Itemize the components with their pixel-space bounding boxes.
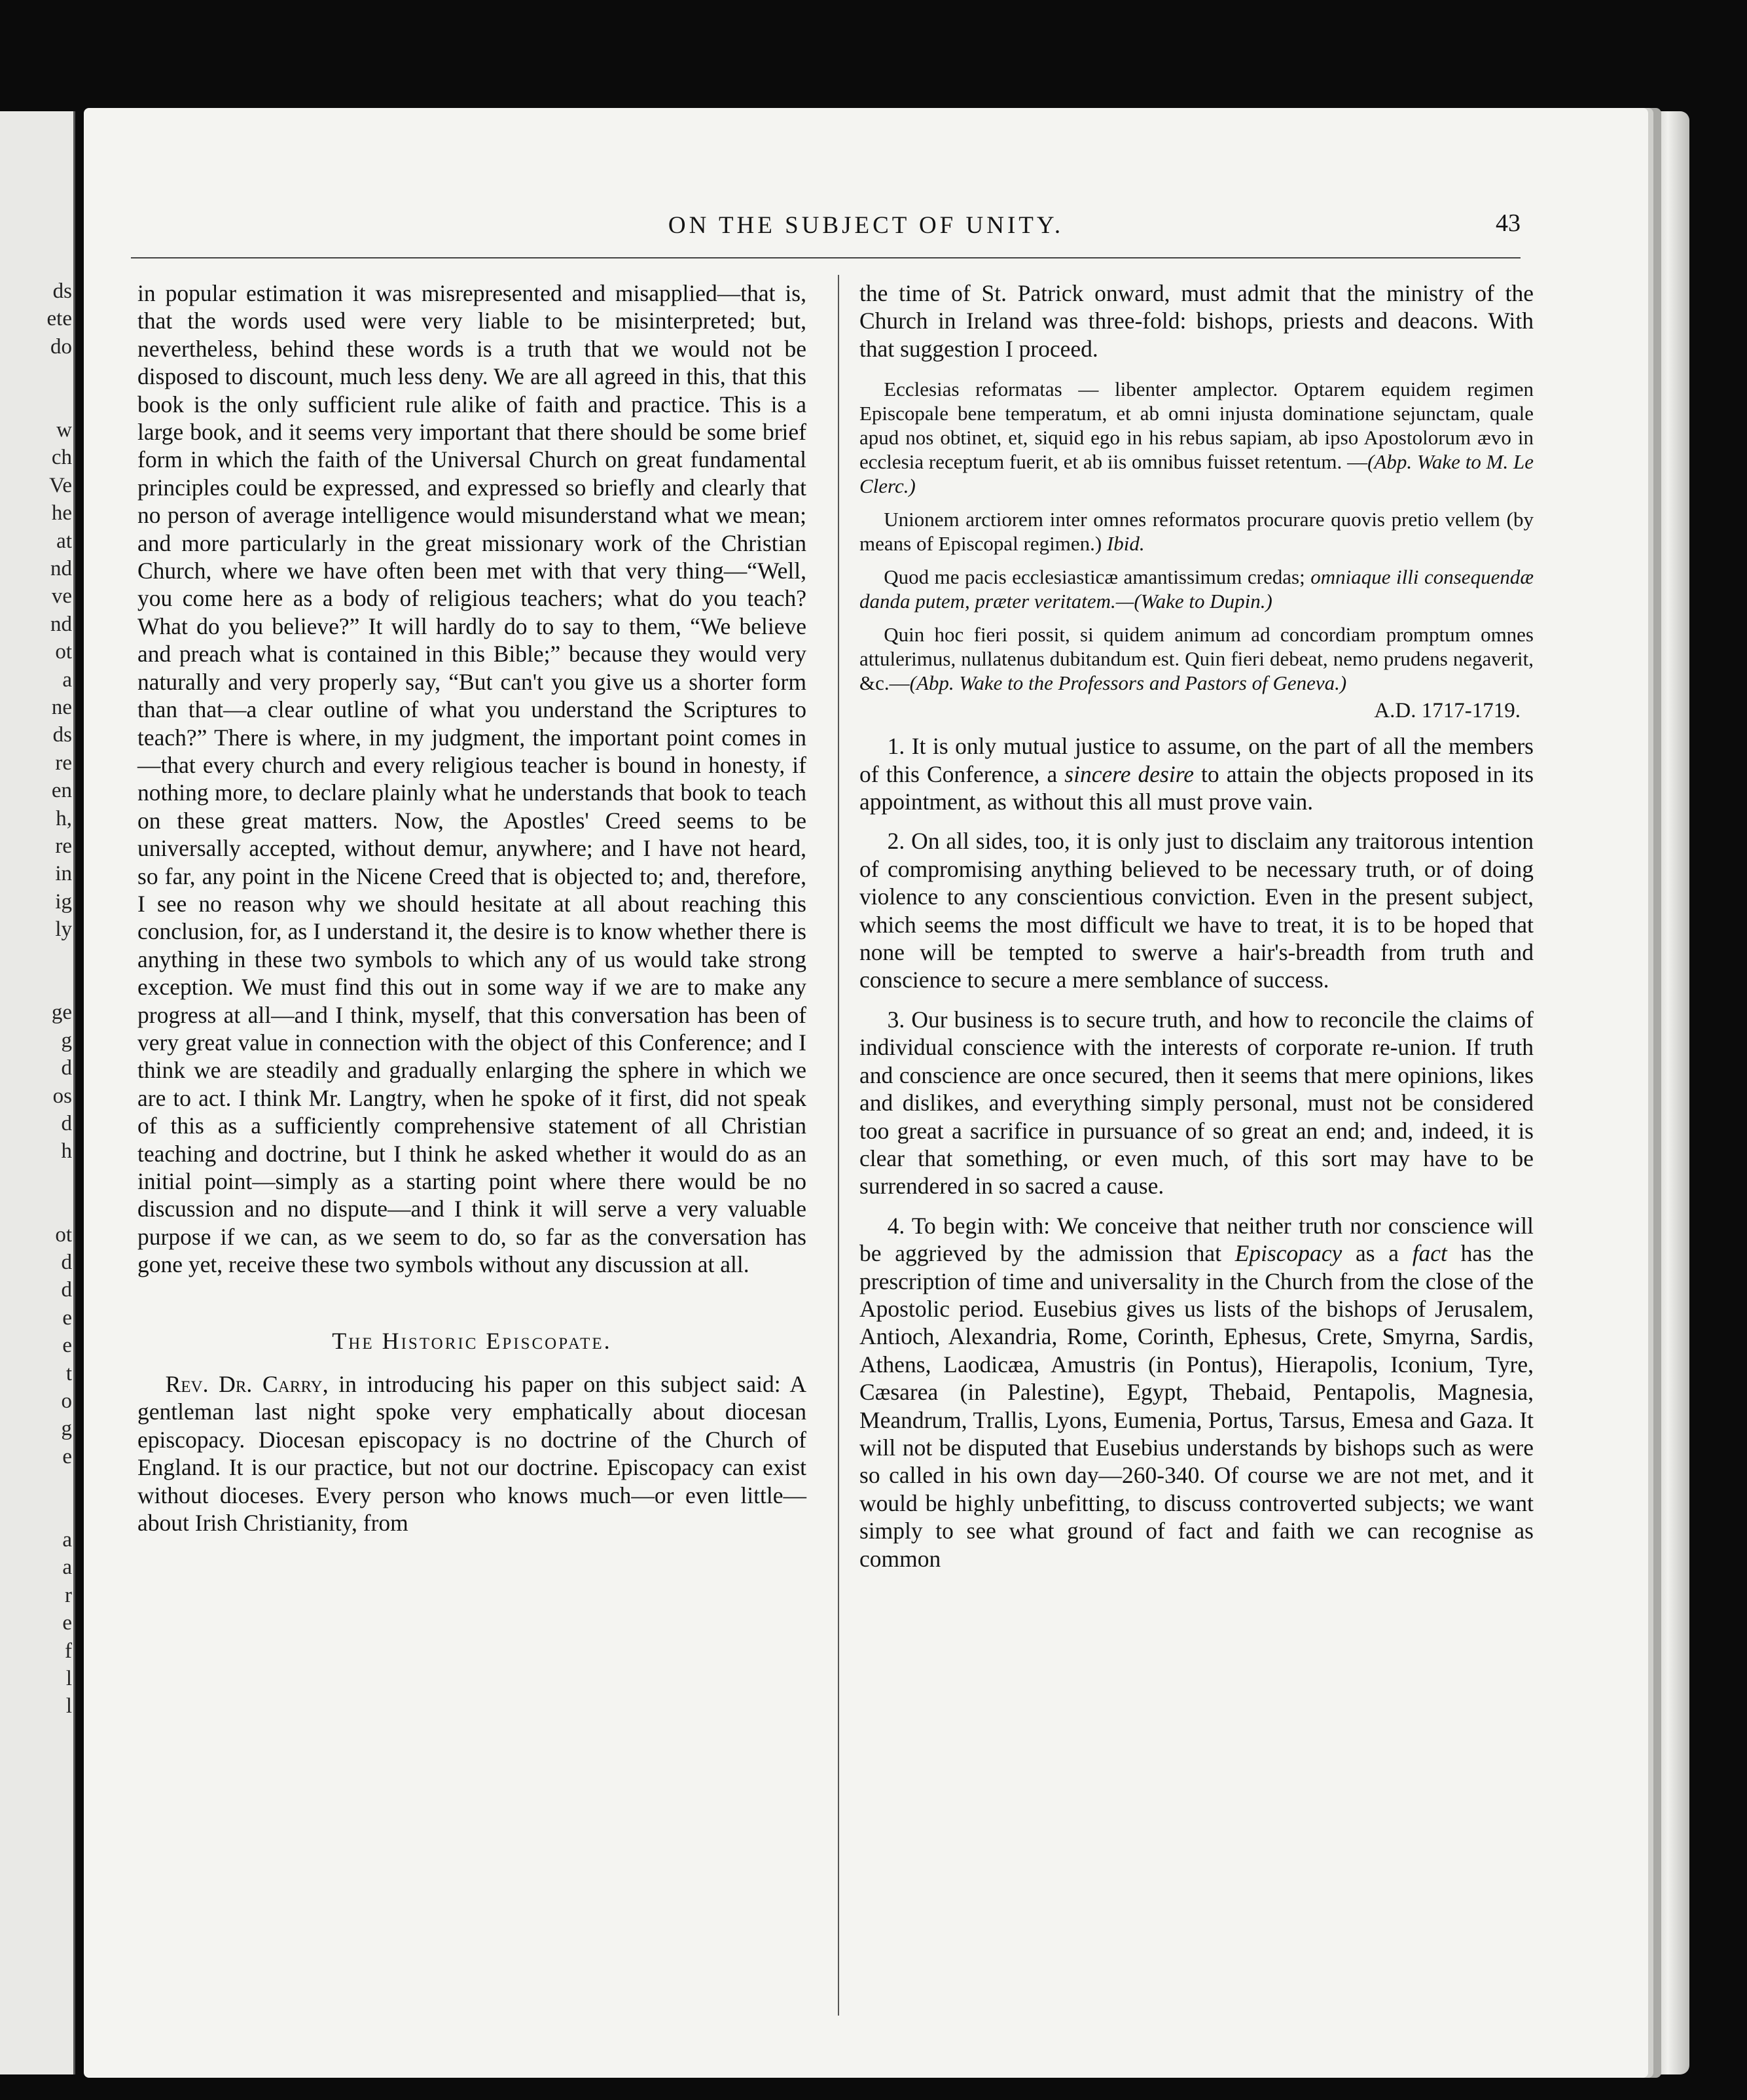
facing-page-fragment <box>0 111 75 2074</box>
facing-page-line-fragment: ly <box>55 917 72 942</box>
facing-page-line-fragment: do <box>50 334 72 359</box>
facing-page-line-fragment: re <box>55 751 72 775</box>
quote-citation: (Abp. Wake to the Professors and Pastors of Geneva.) <box>909 671 1347 695</box>
point-text: 1. It is only mutual justice to assume, on the part of all the members of this Conference, a <box>859 733 1534 787</box>
facing-page-line-fragment: ds <box>52 723 72 747</box>
facing-page-line-fragment: nd <box>50 612 72 636</box>
facing-page-line-fragment: ve <box>51 584 72 609</box>
facing-page-line-fragment: o <box>61 1389 72 1413</box>
right-column <box>859 279 1534 1584</box>
left-column <box>137 279 806 1537</box>
paragraph-text: in introducing his paper on this subject said: A gentleman last night spoke very emphatically about diocesan episcopacy. Diocesan episcopacy is no doctrine of the Church of England. It is our practice, but not our doctrine. Episcopacy can exist without dioceses. Every person who knows much—or even little—about Irish Christianity, from <box>137 1371 806 1537</box>
facing-page-line-fragment: ds <box>52 279 72 303</box>
body-paragraph: in popular estimation it was misrepresented and misapplied—that is, that the words used were very liable to be misinterpreted; but, nevertheless, behind these words is a truth that we would not be disposed to discount, much less deny. We are all agreed in this, that this book is the only sufficient rule alike of faith and practice. This is a large book, and it seems very important that there should be some brief form in which the faith of the Universal Church on great fundamental principles could be expressed, and expressed so briefly and clearly that no person of average intelligence would misunderstand what we mean; and more particularly in the great missionary work of the Christian Church, where we have often been met with that very thing—“Well, you come here as a body of religious teachers; what do you teach? What do you believe?” It will hardly do to say to them, “We believe and preach what is contained in this Bible;” because they would very naturally and very properly say, “But can't you give us a shorter form than that—a clear outline of what you understand the Scriptures to teach?” There is where, in my judgment, the important point comes in—that every church and every religious teacher is bound in honesty, if nothing more, to declare plainly what he understands that book to teach on these great matters. Now, the Apostles' Creed seems to be universally accepted, without demur, anywhere; and I have not heard, so far, any point in the Nicene Creed that is objected to; and, therefore, I see no reason why we should hesitate at all about reaching this conclusion, for, as I understand it, the desire is to know whether there is anything in these two symbols to which any of us would take strong exception. We must find this out in some way if we are to make any progress at all—and I think, myself, that this conversation has been of very great value in connection with the object of this Conference; and I think we are steadily and gradually enlarging the sphere in which we are to act. I think Mr. Langtry, when he spoke of it first, did not speak of this as a sufficiently comprehensive statement of all Christian teaching and doctrine, but I think he asked whether it would do as an initial point—simply as a starting point where there would be no discussion and no dispute—and I think it will serve a very valuable purpose if we can, as we seem to do, so far as the conversation has gone yet, receive these two symbols without any discussion at all. <box>137 280 806 1278</box>
quotation <box>859 565 1534 613</box>
facing-page-line-fragment: g <box>61 1417 72 1441</box>
quote-text: Quod me pacis ecclesiasticæ amantissimum credas; <box>884 565 1311 589</box>
book-page <box>84 108 1648 2078</box>
facing-page-line-fragment: d <box>61 1056 72 1080</box>
body-paragraph <box>137 1370 806 1537</box>
quotation <box>859 622 1534 695</box>
facing-page-line-fragment: ch <box>51 446 72 470</box>
point-text: as a <box>1342 1240 1413 1267</box>
quotation <box>859 377 1534 498</box>
facing-page-line-fragment: en <box>51 779 72 803</box>
header-rule <box>131 257 1521 258</box>
facing-page-line-fragment: a <box>62 1528 72 1552</box>
numbered-point: 2. On all sides, too, it is only just to disclaim any traitorous intention of compromising anything believed to be necessary truth, or of doing violence to any conscientious conviction. Even in the present subject, which seems the most difficult we have to treat, it is to be hoped that none will be tempted to swerve a hair's-breadth from truth and conscience to secure a mere semblance of success. <box>859 828 1534 993</box>
facing-page-line-fragment: ne <box>51 696 72 719</box>
point-text: has the prescription of time and universality in the Church from the close of the Apostolic period. Eusebius gives us lists of the bishops of Jerusalem, Antioch, Alexandria, Rome, Corinth, Ephesus, Crete, Smyrna, Sardis, Athens, Laodicæa, Amustris (in Pontus), Hierapolis, Iconium, Tyre, Cæsarea (in Palestine), Egypt, Thebaid, Pentapolis, Magnesia, Meandrum, Trallis, Lyons, Eumenia, Portus, Tarsus, Emesa and Gaza. It will not be disputed that Eusebius understands by bishops such as were so called in his own day—260-340. Of course we are not met, and it would be highly unbefitting, to discuss controverted subjects; we want simply to see what ground of fact and faith we can recognise as common <box>859 1240 1534 1572</box>
facing-page-line-fragment: nd <box>50 557 72 580</box>
facing-page-line-fragment: l <box>65 1694 72 1718</box>
latin-quotations <box>859 377 1534 723</box>
point-text: to attain the objects proposed in its appointment, as without this all must prove vain. <box>859 760 1534 815</box>
facing-page-line-fragment: f <box>65 1639 72 1663</box>
facing-page-line-fragment: d <box>61 1112 72 1135</box>
facing-page-line-fragment: r <box>65 1583 72 1607</box>
facing-page-line-fragment: a <box>62 1556 72 1580</box>
facing-page-line-fragment: l <box>65 1667 72 1690</box>
quotation <box>859 507 1534 556</box>
numbered-points <box>859 732 1534 1573</box>
page-edge <box>1653 111 1689 2074</box>
quote-italic: omniaque illi consequendæ danda putem, præter veritatem. <box>859 565 1534 613</box>
facing-page-line-fragment: t <box>65 1361 72 1385</box>
body-paragraph: the time of St. Patrick onward, must admit that the ministry of the Church in Ireland was three-fold: bishops, priests and deacons. With that suggestion I proceed. <box>859 280 1534 362</box>
facing-page-line-fragment: e <box>62 1306 72 1330</box>
facing-page-line-fragment: g <box>61 1028 72 1052</box>
running-title: ON THE SUBJECT OF UNITY. <box>668 212 1064 239</box>
facing-page-line-fragment: at <box>56 529 72 553</box>
point-emphasis: sincere desire <box>1064 760 1194 787</box>
quote-date: A.D. 1717-1719. <box>1374 699 1521 723</box>
numbered-point <box>859 732 1534 815</box>
facing-page-line-fragment: ot <box>55 640 72 664</box>
facing-page-line-fragment: e <box>62 1334 72 1358</box>
point-emphasis: Episcopacy <box>1234 1240 1342 1267</box>
page-header <box>84 206 1648 245</box>
facing-page-line-fragment: h, <box>56 806 72 830</box>
facing-page-line-fragment: re <box>55 834 72 858</box>
quote-citation: Ibid. <box>1106 532 1145 556</box>
page-number: 43 <box>1496 209 1521 237</box>
facing-page-line-fragment: Ve <box>49 473 72 497</box>
quote-citation: (Abp. Wake to M. Le Clerc.) <box>859 450 1534 498</box>
quote-text: Ecclesias reformatas — libenter amplector. Optarem equidem regimen Episcopale bene temperatum, et ab omni injusta dominatione sejunctam, quale apud nos obtinet, et, siquid ego in his rebus sapiam, ab ipso Apostolorum ævo in ecclesia receptum fuerit, et ab iis omnibus fuisset retentum. — <box>859 378 1534 474</box>
facing-page-line-fragment: in <box>55 862 72 886</box>
speaker-name: Rev. Dr. Carry, <box>165 1371 329 1398</box>
facing-page-line-fragment: ete <box>46 307 72 331</box>
facing-page-line-fragment: ot <box>55 1222 72 1247</box>
facing-page-line-fragment: he <box>51 501 72 525</box>
numbered-point <box>859 1212 1534 1573</box>
facing-page-line-fragment: ge <box>51 1001 72 1025</box>
point-text: 4. To begin with: We conceive that neither truth nor conscience will be aggrieved by the admission that <box>859 1212 1534 1267</box>
facing-page-line-fragment: w <box>56 418 72 442</box>
quote-text: Quin hoc fieri possit, si quidem animum ad concordiam promptum omnes attulerimus, nullatenus dubitandum est. Quin fieri debeat, nemo prudens negaverit, &c.— <box>859 623 1534 695</box>
section-heading: The Historic Episcopate. <box>332 1327 612 1354</box>
facing-page-line-fragment: d <box>61 1278 72 1302</box>
facing-page-line-fragment: d <box>61 1251 72 1274</box>
quote-text: Unionem arctiorem inter omnes reformatos procurare quovis pretio vellem (by means of Episcopal regimen.) <box>859 508 1534 556</box>
point-emphasis: fact <box>1412 1240 1447 1267</box>
facing-page-line-fragment: ig <box>55 889 72 914</box>
quote-citation: —(Wake to Dupin.) <box>1115 590 1272 613</box>
facing-page-line-fragment: e <box>62 1444 72 1468</box>
facing-page-line-fragment: h <box>61 1139 72 1164</box>
facing-page-line-fragment: e <box>62 1611 72 1635</box>
column-divider <box>838 275 839 2016</box>
facing-page-line-fragment: os <box>52 1084 72 1108</box>
facing-page-line-fragment: a <box>62 667 72 692</box>
numbered-point: 3. Our business is to secure truth, and how to reconcile the claims of individual conscience with the interests of corporate re-union. If truth and conscience are once secured, then it seems that mere opinions, likes and dislikes, and everything simply personal, must not be considered too great a sacrifice in pursuance of so great an end; and, indeed, it is clear that something, or even much, of this sort may have to be surrendered in so sacred a cause. <box>859 1006 1534 1200</box>
